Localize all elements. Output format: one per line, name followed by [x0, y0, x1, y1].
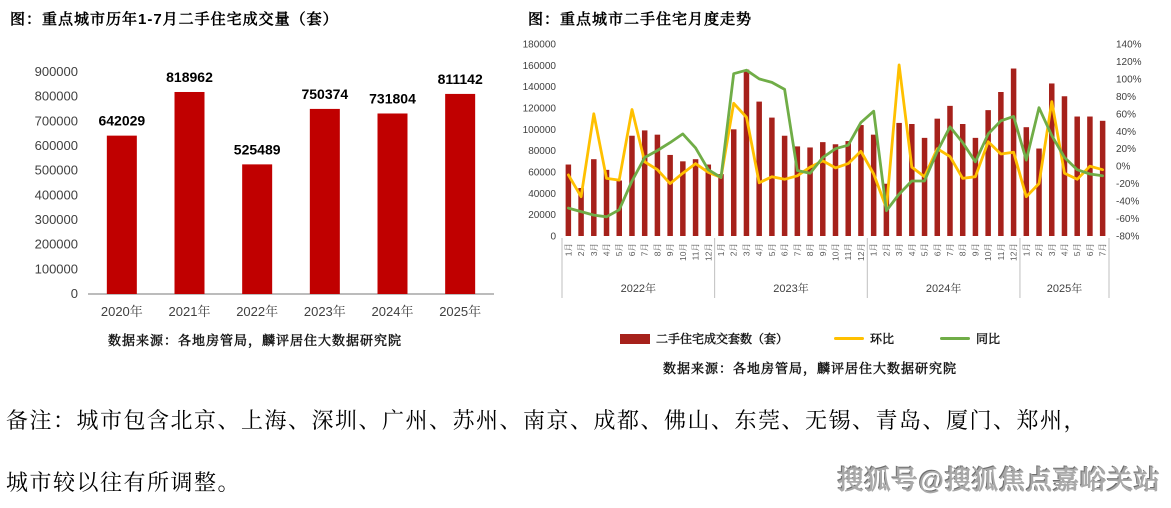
- bar-value-label: 811142: [437, 70, 483, 87]
- month-tick-label: 1月: [716, 243, 727, 257]
- month-tick-label: 10月: [983, 243, 994, 261]
- legend-label-mom: 环比: [869, 332, 894, 346]
- monthly-bar: [706, 165, 712, 236]
- right-axis-tick-label: -80%: [1116, 231, 1140, 243]
- year-group-label: 2023年: [773, 283, 809, 295]
- annual-bar-chart: [0, 26, 510, 331]
- bar-series-swatch: [620, 334, 650, 344]
- y-axis-tick-label: 300000: [34, 212, 78, 227]
- month-tick-label: 10月: [677, 243, 688, 261]
- bar-value-label: 642029: [98, 112, 146, 129]
- bar-value-label: 731804: [369, 90, 416, 107]
- bar-value-label: 818962: [166, 68, 213, 85]
- monthly-bar: [1024, 127, 1030, 236]
- month-tick-label: 1月: [1021, 243, 1032, 257]
- month-tick-label: 4月: [1059, 243, 1070, 257]
- year-group-label: 2025年: [1046, 283, 1083, 295]
- monthly-bar: [845, 141, 851, 236]
- bar-value-label: 750374: [301, 85, 349, 102]
- month-tick-label: 10月: [830, 243, 841, 261]
- right-axis-tick-label: 40%: [1116, 126, 1137, 138]
- monthly-chart-title: 图：重点城市二手住宅月度走势: [528, 11, 753, 28]
- month-tick-label: 9月: [665, 243, 676, 257]
- annual-bar: [242, 164, 272, 294]
- legend: [540, 330, 1080, 347]
- left-axis-tick-label: 40000: [528, 188, 556, 200]
- month-tick-label: 8月: [652, 243, 663, 257]
- month-tick-label: 9月: [970, 243, 981, 257]
- month-tick-label: 7月: [792, 243, 803, 257]
- y-axis-tick-label: 800000: [34, 88, 78, 104]
- y-axis-tick-label: 500000: [34, 162, 78, 178]
- month-tick-label: 11月: [995, 243, 1006, 261]
- annual-bar: [378, 113, 408, 294]
- monthly-bar: [744, 70, 750, 236]
- month-tick-label: 4月: [754, 243, 765, 257]
- legend-label-bars: 二手住宅成交套数（套）: [655, 332, 788, 346]
- mom-line-swatch: [834, 337, 864, 341]
- monthly-bar: [1036, 149, 1042, 236]
- left-axis-tick-label: 120000: [522, 103, 556, 115]
- month-tick-label: 6月: [1084, 243, 1095, 257]
- monthly-bar: [858, 125, 864, 236]
- month-tick-label: 1月: [868, 243, 879, 257]
- month-tick-label: 4月: [601, 243, 612, 257]
- month-tick-label: 12月: [703, 243, 714, 261]
- month-tick-label: 7月: [944, 243, 955, 257]
- annual-bar: [107, 136, 137, 294]
- y-axis-tick-label: 100000: [34, 261, 78, 277]
- left-axis-tick-label: 180000: [522, 39, 556, 51]
- legend-item-yoy: [940, 330, 1000, 347]
- monthly-bar: [896, 123, 902, 236]
- month-tick-label: 2月: [576, 243, 587, 257]
- month-tick-label: 4月: [906, 243, 917, 257]
- y-axis-tick-label: 200000: [34, 236, 78, 252]
- month-tick-label: 3月: [894, 243, 905, 257]
- left-axis-tick-label: 140000: [522, 82, 556, 94]
- monthly-bar: [591, 159, 597, 236]
- left-axis-tick-label: 60000: [528, 167, 556, 179]
- right-axis-tick-label: -40%: [1116, 196, 1140, 208]
- x-axis-tick-label: 2024年: [371, 304, 414, 319]
- right-axis-tick-label: 120%: [1116, 56, 1142, 68]
- month-tick-label: 8月: [957, 243, 968, 257]
- monthly-bar: [998, 92, 1004, 236]
- monthly-chart-source: 数据来源：各地房管局，麟评居住大数据研究院: [662, 361, 957, 376]
- month-tick-label: 5月: [614, 243, 625, 257]
- monthly-bar: [731, 129, 737, 236]
- x-axis-tick-label: 2022年: [236, 304, 279, 319]
- left-axis-tick-label: 160000: [522, 60, 556, 72]
- month-tick-label: 5月: [919, 243, 930, 257]
- left-axis-tick-label: 80000: [528, 146, 556, 158]
- monthly-bar: [833, 144, 839, 236]
- monthly-bar: [871, 135, 877, 236]
- x-axis-tick-label: 2020年: [100, 304, 143, 319]
- right-axis-tick-label: 60%: [1116, 109, 1137, 121]
- right-axis-tick-label: 80%: [1116, 91, 1137, 103]
- monthly-bar: [935, 119, 941, 236]
- month-tick-label: 2月: [1034, 243, 1045, 257]
- month-tick-label: 7月: [639, 243, 650, 257]
- monthly-bar: [642, 130, 648, 236]
- right-axis-tick-label: -60%: [1116, 214, 1140, 226]
- monthly-bar: [718, 174, 724, 236]
- annual-chart-source: 数据来源：各地房管局，麟评居住大数据研究院: [107, 333, 402, 348]
- month-tick-label: 2月: [881, 243, 892, 257]
- monthly-trend-chart: [512, 28, 1167, 328]
- month-tick-label: 3月: [1046, 243, 1057, 257]
- month-tick-label: 5月: [766, 243, 777, 257]
- monthly-bar: [693, 159, 699, 236]
- annual-bar: [445, 94, 475, 294]
- month-tick-label: 8月: [805, 243, 816, 257]
- monthly-bar: [973, 138, 979, 236]
- annual-bar: [310, 109, 340, 294]
- y-axis-tick-label: 600000: [34, 138, 78, 153]
- note-text-line2: 城市较以往有所调整。: [6, 470, 242, 495]
- monthly-bar: [807, 147, 813, 236]
- legend-label-yoy: 同比: [976, 332, 1001, 346]
- monthly-bar: [782, 136, 788, 236]
- right-axis-tick-label: 0%: [1116, 161, 1131, 173]
- x-axis-tick-label: 2023年: [303, 304, 346, 319]
- year-group-label: 2024年: [925, 283, 962, 295]
- y-axis-tick-label: 0: [70, 286, 78, 301]
- month-tick-label: 6月: [626, 243, 637, 257]
- right-axis-tick-label: 20%: [1116, 144, 1137, 156]
- year-group-label: 2022年: [620, 283, 657, 295]
- note-text-line1: 备注：城市包含北京、上海、深圳、广州、苏州、南京、成都、佛山、东莞、无锡、青岛、厦门、郑州，: [6, 408, 1088, 433]
- legend-item-bars: [620, 330, 788, 347]
- right-axis-tick-label: 100%: [1116, 74, 1142, 86]
- month-tick-label: 5月: [1072, 243, 1083, 257]
- month-tick-label: 1月: [563, 243, 574, 257]
- watermark-text: 搜狐号@搜狐焦点嘉峪关站: [837, 465, 1161, 495]
- left-axis-tick-label: 20000: [528, 210, 556, 222]
- y-axis-tick-label: 900000: [34, 64, 78, 79]
- month-tick-label: 3月: [588, 243, 599, 257]
- x-axis-tick-label: 2021年: [168, 304, 211, 319]
- monthly-bar: [1100, 121, 1106, 236]
- month-tick-label: 12月: [1008, 243, 1019, 261]
- month-tick-label: 12月: [855, 243, 866, 261]
- y-axis-tick-label: 700000: [34, 113, 78, 129]
- month-tick-label: 11月: [843, 243, 854, 261]
- month-tick-label: 6月: [932, 243, 943, 257]
- annual-bar: [175, 92, 205, 294]
- month-tick-label: 3月: [741, 243, 752, 257]
- monthly-bar: [667, 155, 673, 236]
- right-axis-tick-label: 140%: [1116, 39, 1142, 51]
- monthly-bar: [947, 106, 953, 236]
- monthly-bar: [922, 138, 928, 236]
- left-axis-tick-label: 0: [550, 231, 556, 243]
- yoy-line-swatch: [940, 337, 970, 341]
- month-tick-label: 11月: [690, 243, 701, 261]
- right-axis-tick-label: -20%: [1116, 179, 1140, 191]
- monthly-bar: [985, 110, 991, 236]
- legend-item-mom: [834, 330, 894, 347]
- month-tick-label: 7月: [1097, 243, 1108, 257]
- monthly-bar: [1087, 117, 1093, 236]
- month-tick-label: 6月: [779, 243, 790, 257]
- annual-chart-title: 图：重点城市历年1-7月二手住宅成交量（套）: [10, 11, 339, 28]
- bar-value-label: 525489: [233, 141, 281, 158]
- x-axis-tick-label: 2025年: [439, 304, 482, 319]
- month-tick-label: 2月: [728, 243, 739, 257]
- y-axis-tick-label: 400000: [34, 187, 78, 203]
- left-axis-tick-label: 100000: [522, 124, 556, 136]
- month-tick-label: 9月: [817, 243, 828, 257]
